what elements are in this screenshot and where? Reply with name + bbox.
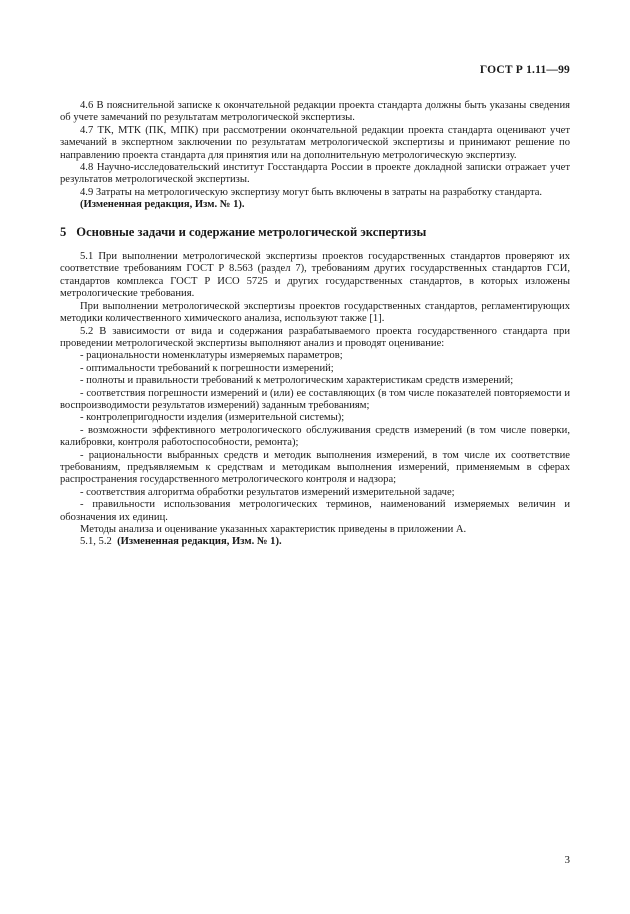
paragraph-4-9: 4.9 Затраты на метрологическую экспертизу могут быть включены в затраты на разработку стандарта.: [80, 186, 543, 198]
list-item: - рациональности выбранных средств и методик выполнения измерений, в том числе их соответствие требованиям, предъявляемым к средствам и методикам выполнения измерений, применяемым в сферах распространения государственного метрологического контроля и надзора;: [60, 449, 570, 486]
amendment-note: (Измененная редакция, Изм. № 1).: [80, 199, 245, 211]
list-item: - оптимальности требований к погрешности измерений;: [80, 362, 334, 374]
paragraph-4-8: 4.8 Научно-исследовательский институт Госстандарта России в проекте докладной записки отражает учет результатов метрологической экспертизы.: [60, 162, 570, 186]
section-title: Основные задачи и содержание метрологической экспертизы: [76, 224, 427, 239]
paragraph-5-1: 5.1 При выполнении метрологической экспертизы проектов государственных стандартов проверяют их соответствие требованиям ГОСТ Р 8.563 (раздел 7), требованиям других государственных стандартов ГСИ, стандартов комплекса ГОСТ Р ИСО 5725 и других государственных стандартов, в которых изложены метрологические требования.: [60, 251, 570, 300]
amendment-note-5: [60, 536, 570, 548]
list-item: - правильности использования метрологических терминов, наименований измеряемых величин и обозначения их единиц.: [60, 499, 570, 523]
document-body: [60, 100, 570, 549]
paragraph-5-2: 5.2 В зависимости от вида и содержания разрабатываемого проекта государственного стандарта при проведении метрологической экспертизы выполняют анализ и проводят оценивание:: [60, 325, 570, 349]
document-header: ГОСТ Р 1.11—99: [479, 64, 570, 76]
list-item: - соответствия погрешности измерений и (или) ее составляющих (в том числе показателей повторяемости и воспроизводимости результатов измерений) заданным требованиям;: [60, 387, 570, 411]
section-number: 5: [60, 224, 67, 239]
paragraph-4-6: 4.6 В пояснительной записке к окончательной редакции проекта стандарта должны быть указаны сведения об учете замечаний по результатам метрологической экспертизы.: [60, 100, 570, 124]
page-number: 3: [564, 854, 570, 866]
amendment-text: (Измененная редакция, Изм. № 1).: [117, 536, 282, 548]
methods-reference: Методы анализа и оценивание указанных характеристик приведены в приложении А.: [80, 524, 467, 535]
list-item: - рациональности номенклатуры измеряемых параметров;: [80, 350, 343, 362]
list-item: - соответствия алгоритма обработки результатов измерений измерительной задаче;: [80, 486, 455, 498]
list-item: - полноты и правильности требований к метрологическим характеристикам средств измерений;: [80, 375, 514, 387]
amendment-clauses: 5.1, 5.2: [80, 536, 112, 548]
list-item: - возможности эффективного метрологического обслуживания средств измерений (в том числе поверки, калибровки, контроля работоспособности, ремонта);: [60, 424, 570, 449]
paragraph-5-1-chemical: При выполнении метрологической экспертизы проектов государственных стандартов, регламентирующих методики количественного химического анализа, используют также [1].: [60, 300, 570, 325]
list-item: - контролепригодности изделия (измерительной системы);: [80, 412, 345, 424]
paragraph-4-7: 4.7 ТК, МТК (ПК, МПК) при рассмотрении окончательной редакции проекта стандарта оценивают учет замечаний в экспертном заключении по результатам метрологической экспертизы и принимают решение по направлению проекта стандарта для принятия или на дополнительную метрологическую экспертизу.: [60, 124, 570, 161]
section-heading: [60, 226, 570, 238]
